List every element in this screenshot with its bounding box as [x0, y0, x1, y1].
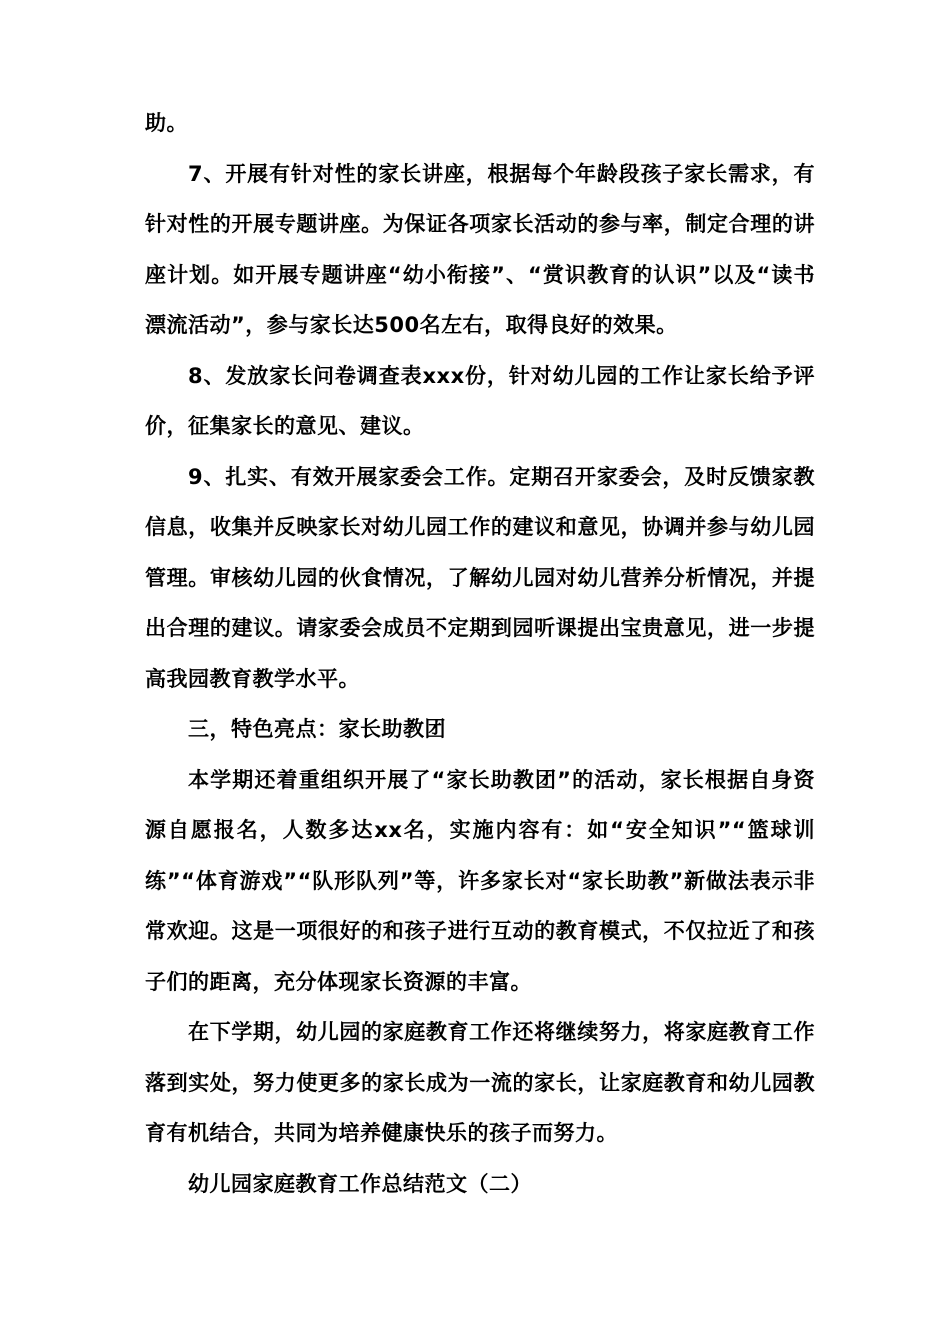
paragraph-parent-assistant-team: 本学期还着重组织开展了“家长助教团”的活动，家长根据自身资源自愿报名，人数多达xx名，实施内容有：如“安全知识”“篮球训练”“体育游戏”“队形队列”等，许多家长对“家长助教”新做法表示非常欢迎。这是一项很好的和孩子进行互动的教育模式，不仅拉近了和孩子们的距离，充分体现家长资源的丰富。 — [145, 767, 815, 994]
paragraph-item-7: 7、开展有针对性的家长讲座，根据每个年龄段孩子家长需求，有针对性的开展专题讲座。为保证各项家长活动的参与率，制定合理的讲座计划。如开展专题讲座“幼小衔接”、“赏识教育的认识”以及“读书漂流活动”，参与家长达500名左右，取得良好的效果。 — [145, 161, 815, 337]
document-body — [145, 98, 815, 1209]
paragraph-item-8: 8、发放家长问卷调查表xxx份，针对幼儿园的工作让家长给予评价，征集家长的意见、建议。 — [145, 363, 815, 438]
section-heading-highlights: 三，特色亮点：家长助教团 — [188, 717, 446, 741]
paragraph-continuation: 助。 — [145, 111, 188, 135]
paragraph-next-term: 在下学期，幼儿园的家庭教育工作还将继续努力，将家庭教育工作落到实处，努力使更多的家长成为一流的家长，让家庭教育和幼儿园教育有机结合，共同为培养健康快乐的孩子而努力。 — [145, 1020, 815, 1145]
document-subtitle-part-two: 幼儿园家庭教育工作总结范文（二） — [188, 1171, 532, 1196]
paragraph-item-9: 9、扎实、有效开展家委会工作。定期召开家委会，及时反馈家教信息，收集并反映家长对幼儿园工作的建议和意见，协调并参与幼儿园管理。审核幼儿园的伙食情况，了解幼儿园对幼儿营养分析情况，并提出合理的建议。请家委会成员不定期到园听课提出宝贵意见，进一步提高我园教育教学水平。 — [145, 464, 815, 691]
